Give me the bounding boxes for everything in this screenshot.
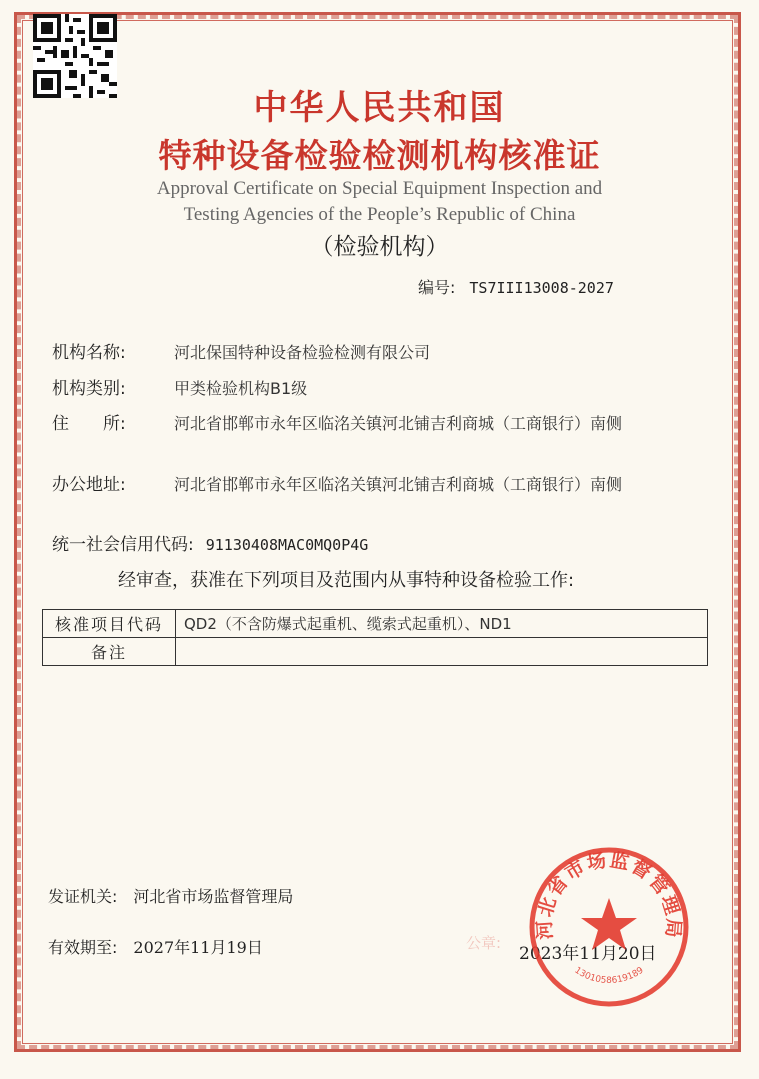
valid-until-label: 有效期至:: [48, 938, 118, 957]
certificate-number-label: 编号:: [418, 278, 456, 297]
subtitle: （检验机构）: [310, 234, 449, 260]
valid-until: [48, 935, 263, 958]
table-header-cell: 核准项目代码: [43, 610, 176, 638]
certificate-number-value: TS7III13008-2027: [469, 279, 614, 297]
field-label: 机构类别:: [52, 379, 126, 399]
title-english-line1: Approval Certificate on Special Equipment Inspection and: [156, 178, 603, 199]
approval-statement: 经审查，获准在下列项目及范围内从事特种设备检验工作:: [118, 570, 575, 591]
field-label: 办公地址:: [52, 475, 126, 495]
field-value: 甲类检验机构B1级: [174, 379, 308, 398]
issuer-label: 发证机关:: [48, 887, 118, 906]
seal-text: 河北省市场监督管理局: [533, 849, 685, 941]
table-value-cell: QD2（不含防爆式起重机、缆索式起重机）、ND1: [176, 610, 708, 638]
title-chinese-line1: 中华人民共和国: [253, 88, 506, 128]
title-chinese-line2: 特种设备检验检测机构核准证: [158, 136, 601, 175]
field-value: 河北省邯郸市永年区临洺关镇河北铺吉利商城（工商银行）南侧: [174, 414, 623, 433]
field-value: 河北省邯郸市永年区临洺关镇河北铺吉利商城（工商银行）南侧: [174, 475, 623, 494]
faint-seal-label: 公章:: [466, 934, 502, 952]
field-value: 河北保国特种设备检验检测有限公司: [174, 343, 431, 362]
credit-code-label: 统一社会信用代码:: [52, 535, 194, 555]
field-label: 住 所:: [52, 414, 126, 434]
issue-date: 2023年11月20日: [519, 944, 657, 964]
table-header-cell: 备注: [43, 638, 176, 666]
credit-code-value: 91130408MAC0MQ0P4G: [205, 536, 369, 554]
issuer-value: 河北省市场监督管理局: [133, 887, 294, 906]
title-english-line2: Testing Agencies of the People’s Republic of China: [183, 204, 576, 225]
approved-items-table: [42, 609, 708, 666]
certificate-number: [418, 275, 614, 298]
table-value-cell: [176, 638, 708, 666]
table-row: [43, 610, 708, 638]
official-seal-icon: [528, 846, 690, 1008]
seal-number: 1301058619189: [572, 965, 646, 986]
svg-text:1301058619189: [572, 965, 645, 986]
table-row: [43, 638, 708, 666]
credit-code: [52, 530, 368, 555]
valid-until-value: 2027年11月19日: [133, 938, 263, 957]
field-label: 机构名称:: [52, 343, 126, 363]
issuing-authority: [48, 884, 293, 907]
